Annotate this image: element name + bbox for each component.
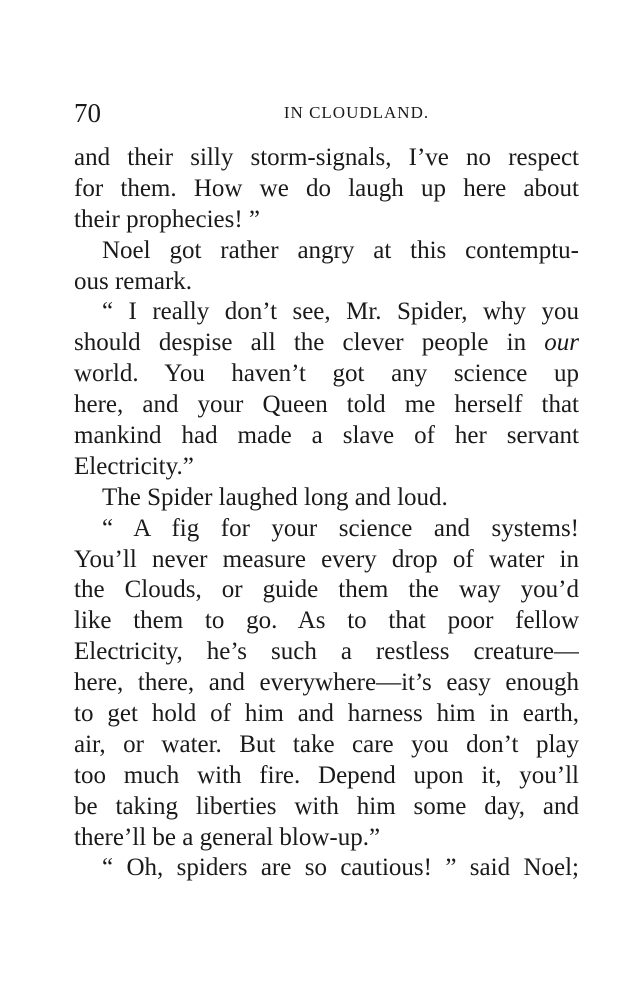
- text-line: be taking liberties with him some day, and: [74, 792, 579, 820]
- text-line: here, and your Queen told me herself that: [74, 391, 579, 419]
- text-line: ous remark.: [74, 267, 193, 295]
- text-line-with-italic: [74, 328, 579, 359]
- text-line: “ A fig for your science and systems!: [102, 514, 579, 542]
- body-text: [74, 143, 579, 884]
- page-header: [74, 96, 579, 130]
- text-line: “ Oh, spiders are so cautious! ” said Noel;: [102, 854, 579, 882]
- text-line: Electricity.”: [74, 452, 194, 480]
- text-line: mankind had made a slave of her servant: [74, 422, 579, 450]
- italic-word: our: [544, 329, 579, 357]
- text-line: and their silly storm-signals, I’ve no respect: [74, 144, 579, 171]
- text-line: here, there, and everywhere—it’s easy enough: [74, 669, 579, 697]
- text-line: You’ll never measure every drop of water in: [74, 545, 579, 573]
- text-line: for them. How we do laugh up here about: [74, 174, 579, 202]
- text-line: Electricity, he’s such a restless creature—: [74, 638, 579, 666]
- text-line: too much with fire. Depend upon it, you’ll: [74, 761, 579, 789]
- text-line: Noel got rather angry at this contemptu-: [102, 236, 579, 264]
- text-line: there’ll be a general blow-up.”: [74, 823, 381, 851]
- text-line: to get hold of him and harness him in earth,: [74, 700, 579, 728]
- text-line: “ I really don’t see, Mr. Spider, why you: [102, 298, 579, 326]
- text-segment: should despise all the clever people in: [74, 329, 527, 357]
- text-line: The Spider laughed long and loud.: [102, 483, 448, 511]
- text-line: the Clouds, or guide them the way you’d: [74, 576, 579, 604]
- text-line: their prophecies! ”: [74, 205, 261, 233]
- text-line: air, or water. But take care you don’t play: [74, 730, 579, 758]
- text-line: like them to go. As to that poor fellow: [74, 607, 579, 635]
- page-number: 70: [74, 98, 101, 128]
- running-head: IN CLOUDLAND.: [283, 103, 430, 122]
- text-line: world. You haven’t got any science up: [74, 360, 579, 388]
